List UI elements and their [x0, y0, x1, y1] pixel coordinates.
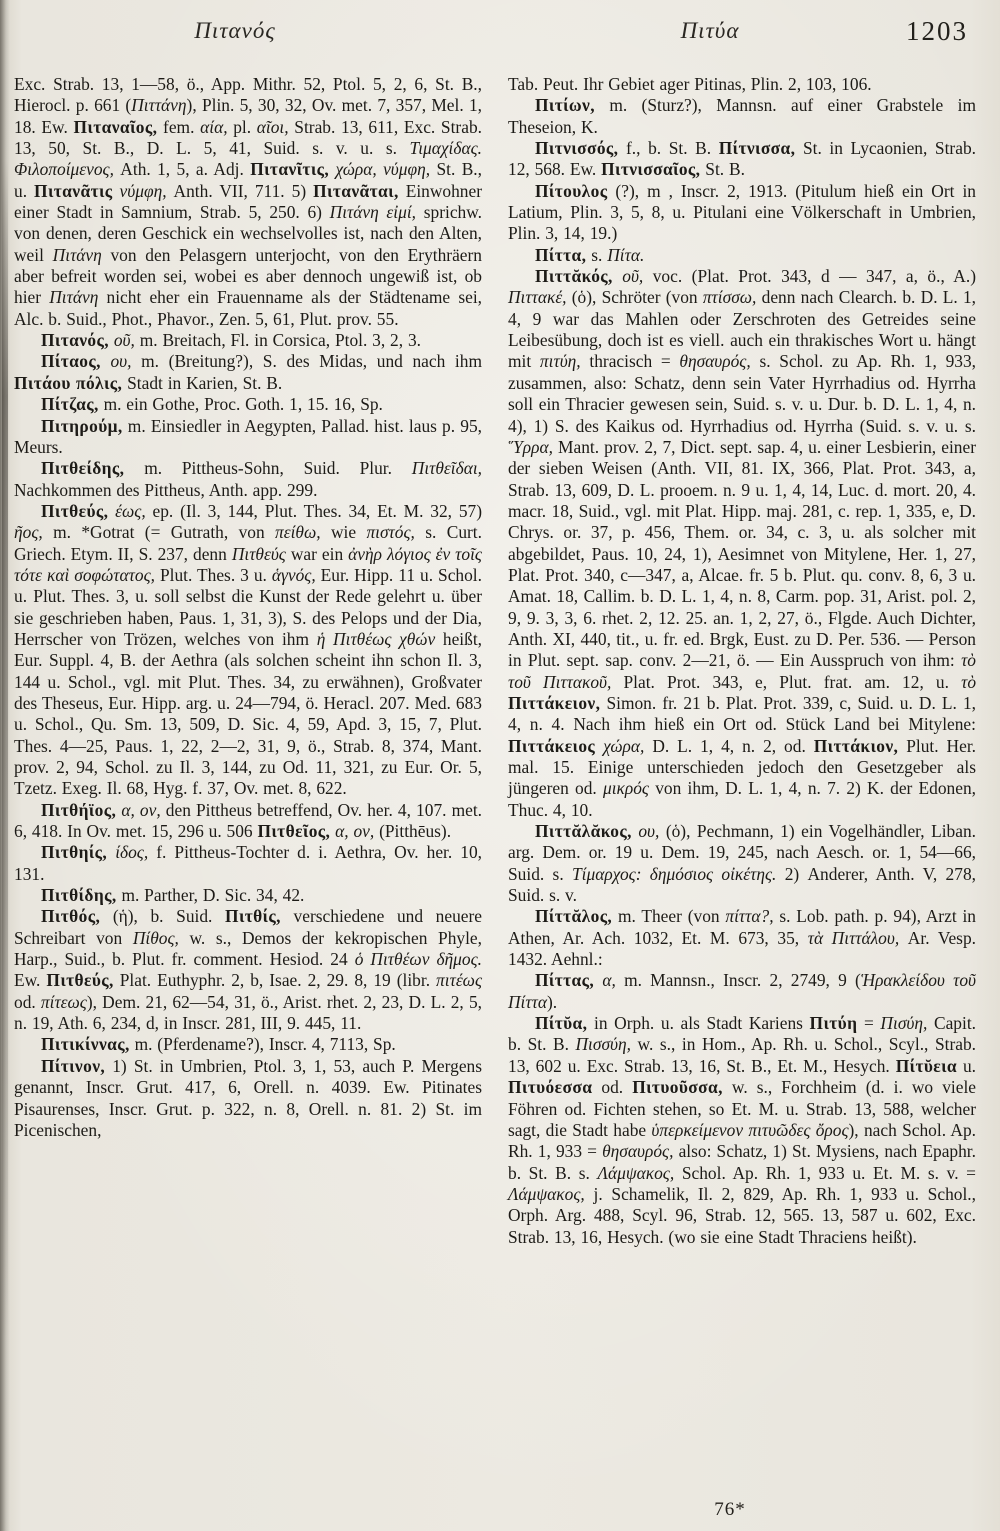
page-number: 1203 [906, 16, 968, 46]
entry-text: Ar. Vesp. 1432. Aehnl.: [508, 927, 976, 970]
greek-text: πίττα?, [725, 906, 774, 927]
entry-text: fem. [157, 116, 201, 137]
entry-text: (ὁ), Schröter (von [566, 287, 703, 308]
scan-edge-smudge [2, 160, 8, 1340]
greek-text: ῆος, [14, 522, 43, 543]
entry-text: f., b. St. B. [618, 138, 719, 159]
greek-text: πτίσσω, [702, 287, 757, 308]
entry-text: (ἡ), b. Suid. [100, 906, 226, 927]
greek-text: Ὕρρα, [508, 436, 553, 457]
headword: Πιττάκειον, [508, 692, 601, 713]
greek-text: πιτύη, [539, 351, 581, 372]
entry-text: u. [957, 1055, 977, 1076]
entry-text: Stadt in Karien, St. B. [122, 372, 283, 393]
headword: Πιτύη [809, 1013, 858, 1034]
entry-text: ep. (Il. 3, 144, Plut. Thes. 34, Et. M. 32, 57) [145, 500, 482, 521]
headword: Πίτινον, [41, 1055, 106, 1076]
running-title-right: Πιτύα [680, 18, 740, 43]
entry-text: ). [546, 991, 558, 1012]
entry-text: wie [320, 522, 367, 543]
headword: Πιτίων, [535, 95, 595, 116]
entry-text: in Orph. u. als Stadt Kariens [587, 1013, 810, 1034]
greek-text: μικρός [602, 778, 649, 799]
greek-text: Πισσύη, [575, 1034, 631, 1055]
entry-paragraph [508, 245, 976, 266]
entry-text: also: Schatz, 1) St. Mysiens, nach Epaphr. b. St. B. s. [508, 1141, 976, 1183]
greek-text: Τίμαρχος: δημόσιος οἰκέτης. [571, 863, 777, 884]
greek-text: ὑπερκείμενον πιτυῶδες ὄρος [651, 1119, 849, 1140]
entry-text: war ein [285, 543, 349, 564]
entry-continuation [508, 74, 976, 95]
greek-text: Λάμψακος, [508, 1183, 585, 1204]
entry-text: m. ein Gothe, Proc. Goth. 1, 15. 16, Sp. [98, 394, 383, 415]
greek-text: Ἡρακλείδου τοῦ Πίττα [508, 970, 976, 1012]
entry-text: 2) Anderer, Anth. V, 278, Suid. s. v. [508, 863, 976, 906]
entry-text: pl. [227, 116, 257, 137]
entry-text: m. Breitach, Fl. in Corsica, Ptol. 3, 2, 3. [134, 330, 421, 351]
running-title-left: Πιτανός [194, 18, 276, 43]
entry-text: = [857, 1013, 881, 1034]
greek-text: χώρα, νύμφη, [329, 159, 431, 180]
greek-text: Πιτθεῖδαι, [411, 458, 482, 479]
greek-text: Πίτα. [607, 244, 645, 265]
entry-paragraph [14, 458, 482, 501]
headword: Πιτθίδης, [41, 885, 117, 906]
entry-continuation [14, 74, 482, 330]
headword: Πιτθήϊος, [41, 799, 117, 820]
entry-text: (?), m , Inscr. 2, 1913. (Pitulum hieß ein Ort in Latium, Plin. 3, 5, 8, u. Pitulani eine Völkerschaft in Umbrien, Plin. 3, 14, 19.) [508, 180, 976, 244]
entry-text: (ὁ), Pechmann, 1) ein Vogelhändler, Liban. arg. Dem. or. 19 u. Dem. 19, 245, nach Aesch. or. 1, 54—66, Suid. s. [508, 821, 976, 884]
entry-text: w. s., Demos der kekropischen Phyle, Harp., Suid., b. Plut. fr. comment. Hesiod. 24 [14, 927, 483, 970]
headword: Πίττα, [535, 244, 587, 265]
headword: Πιτάου πόλις, [14, 372, 123, 393]
entry-text: s. Schol. zu Ap. Rh. 1, 933, zusammen, also: Schatz, denn sein Vater Hyrrhadius od. Hyrrha soll ein Thracier gewesen sein, Suid. s. v. u. Dur. b. D. L. 1, 4, n. 4), 1) S. des Kaikus od. Hyrrhadius od. Hyrrha (Suid. s. v. u. s. [508, 351, 977, 436]
headword: Πιτηρούμ, [41, 415, 123, 436]
entry-text: verschiedene und neuere Schreibart von [14, 906, 482, 948]
headword: Πιτικίννας, [41, 1034, 130, 1055]
entry-paragraph [14, 351, 482, 394]
greek-text: ίδος, [107, 842, 149, 863]
entry-text: f. Pittheus-Tochter d. i. Aethra, Ov. her. 10, 131. [14, 842, 482, 884]
headword: Πιτνισσαῖος, [601, 159, 701, 180]
greek-text: ου, [631, 821, 660, 842]
entry-text: Einwohner einer Stadt in Samnium, Strab. 5, 250. 6) [14, 180, 483, 223]
entry-text: w. s., in Hom., Ap. Rh. u. Schol., Scyl., Strab. 13, 602 u. Exc. Strab. 13, 16, St. B., Et. M., Hesych. [508, 1034, 976, 1076]
entry-paragraph [508, 95, 976, 138]
headword: Πιτανᾶτις [34, 180, 113, 201]
entry-text: m. Mannsn., Inscr. 2, 2749, 9 ( [615, 970, 861, 991]
entry-text: Capit. b. St. B. [508, 1013, 976, 1055]
greek-text: Πιτάνη [49, 287, 99, 308]
headword: Πίττᾰλος, [535, 906, 613, 927]
greek-text: χώρα, [595, 735, 645, 756]
entry-text: Plut. Her. mal. 15. Einige unterschieden jedoch den Gesetzgeber als jüngeren od. [508, 735, 977, 799]
entry-text: St. in Lycaonien, Strab. 12, 568. Ew. [508, 138, 976, 180]
headword: Πίτουλος [535, 180, 608, 201]
headword: Πιτανός, [41, 330, 109, 351]
entry-paragraph [14, 501, 482, 800]
greek-text: Τιμαχίδας. Φιλοποίμενος, [14, 138, 482, 180]
greek-text: Πισύη, [880, 1013, 928, 1034]
greek-text: έως, [108, 500, 146, 521]
greek-text: τὸ τοῦ Πιττακοῦ, [508, 650, 976, 692]
entry-paragraph [14, 800, 482, 843]
entry-text: St. B. [700, 159, 745, 180]
entry-text: Simon. fr. 21 b. Plat. Prot. 339, c, Suid. u. D. L. 1, 4, n. 4. Nach ihm hieß ein Ort od. Stück Land bei Mitylene: [508, 692, 976, 735]
entry-text: Strab. 13, 611, Exc. Strab. 13, 50, St. B., D. L. 5, 41, Suid. s. v. u. s. [14, 116, 482, 159]
entry-text: Exc. Strab. 13, 1—58, ö., App. Mithr. 52, Ptol. 5, 2, 6, St. B., Hierocl. p. 661 ( [14, 74, 482, 116]
headword: Πιτθείδης, [41, 458, 125, 479]
signature-mark: 76* [714, 1499, 746, 1520]
entry-text: Mant. prov. 2, 7, Dict. sept. sap. 4, u. einer Lesbierin, einer der sieben Weisen (Anth. VII, 81. IX, 366, Plat. Prot. 343, a, Strab. 13, 609, D. L. prooem. n. 9 u. 1, 4, 14, Luc. d. mort. 20, 4. macr. 18, Suid., vgl. mit Plat. Hipp. maj. 281, c. rep. 1, 335, e, D. Chrys. or. 37, p. 456, Them. or. 34, c. 3, u. als solcher mit abgebildet, Paus. 10, 24, 1), Aesimnet von Mitylene, Her. 1, 27, Plat. Prot. 340, c—347, a, Alcae. fr. 5 b. Plut. qu. conv. 8, 6, 3 u. Amat. 18, Callim. b. D. L. 1, 4, n. 8, Carm. pop. 31, Arist. pol. 2, 9, 9. 3, 3, 6. rhet. 2, 12. 25. an. 1, 2, 27, ö., Flgde. Auch Dichter, Anth. XI, 440, tit., u. fr. ed. Brgk, Eust. zu D. Per. 536. — Person in Plut. sept. sap. conv. 2—21, ö. — Ein Ausspruch von ihm: [508, 436, 976, 671]
headword: Πίταος, [41, 351, 101, 372]
entry-text: thracisch = [580, 351, 680, 372]
page-header [0, 18, 1000, 58]
headword: Πίτῠα, [535, 1013, 588, 1034]
entry-paragraph [508, 1013, 976, 1248]
entry-paragraph [14, 1034, 482, 1055]
entry-text: Plat. Euthyphr. 2, b, Isae. 2, 29. 8, 19 (libr. [113, 970, 437, 991]
entry-text: Ath. 1, 5, a. Adj. [113, 159, 251, 180]
entry-text: voc. (Plat. Prot. 343, d — 347, a, ö., A.) [643, 266, 976, 287]
greek-text: Πιτθεύς [231, 543, 286, 564]
headword: Πίττας, [535, 970, 595, 991]
greek-text: αία, [200, 116, 228, 137]
headword: Πιτυοῦσσα, [632, 1077, 723, 1098]
entry-text: Anth. VII, 711. 5) [166, 180, 314, 201]
page-footer [640, 1499, 820, 1521]
entry-text: m. *Gotrat (= Gutrath, von [42, 522, 276, 543]
greek-text: αῖοι, [256, 116, 289, 137]
headword: Πιτθηίς, [41, 842, 108, 863]
headword: Πιττᾰκός, [535, 266, 613, 287]
entry-text: ), nach Schol. Ap. Rh. 1, 933 = [508, 1119, 976, 1162]
entry-text: m. Theer (von [612, 906, 726, 927]
greek-text: ἀνὴρ λόγιος ἐν τοῖς τότε καὶ σοφώτατος, [14, 543, 482, 585]
greek-text: πίτεως [40, 991, 87, 1012]
entry-paragraph [14, 394, 482, 415]
entry-text: s. [586, 244, 608, 265]
entry-text: w. s., Forchheim (d. i. wo viele Föhren od. Fichten stehen, so Et. M. u. Strab. 13, 588, welcher sagt, die Stadt habe [508, 1077, 976, 1140]
greek-text: ἡ Πιτθέως χθών [316, 628, 436, 649]
entry-text: sprichw. von denen, deren Geschick ein wechselvolles ist, nach den Alten, weil [14, 202, 483, 265]
entry-paragraph [14, 330, 482, 351]
headword: Πιταναῖος, [73, 116, 158, 137]
entry-text: denn nach Clearch. b. D. L. 1, 4, 9 war das Mahlen oder Zerschroten des Getreides seine Leibesübung, doch ist es viell. auch ein thrakisches Wort u. hängt mit [508, 287, 977, 372]
text-columns [14, 74, 976, 1248]
entry-text: von den Pelasgern unterjocht, von den Erythräern aber befreit worden sei, wobei es aber dennoch ungewiß ist, ob hier [14, 244, 483, 308]
headword: Πίτῠεια [895, 1055, 958, 1076]
entry-text: j. Schamelik, Il. 2, 829, Ap. Rh. 1, 933 u. Schol., Orph. Arg. 488, Scyl. 96, Strab. 12, 565. 13, 587 u. 602, Exc. Strab. 13, 16, Hesych. (wo sie eine Stadt Thraciens heißt). [508, 1183, 976, 1247]
entry-text: ), Plin. 5, 30, 32, Ov. met. 7, 357, Mel. 1, 18. Ew. [14, 95, 482, 137]
entry-text: ), Dem. 21, 62—54, 31, ö., Arist. rhet. 2, 23, D. L. 2, 5, n. 19, Ath. 6, 234, d, in Inscr. 281, III, 9. 445, 11. [14, 991, 482, 1034]
headword: Πιττᾰλᾰκος, [535, 821, 632, 842]
entry-text: nicht eher ein Frauenname als der Städtename sei, Alc. b. Suid., Phot., Phavor., Zen. 5, 61, Plut. prov. 55. [14, 287, 483, 329]
greek-text: α, [594, 970, 616, 991]
headword: Πιτανῖτις, [250, 159, 330, 180]
greek-text: α, ον, [330, 821, 375, 842]
entry-text: heißt, Eur. Suppl. 4, B. der Aethra (als solchen scheint ihn schon Il. 3, 144 u. Schol., vgl. mit Plut. Thes. 34, zu erwähnen), Großvater des Theseus, Eur. Hipp. arg. u. 24—794, ö. Heracl. 207. Med. 683 u. Schol., Qu. Sm. 13, 509, D. Sic. 4, 59, Apd. 3, 15, 7, Plut. Thes. 4—25, Paus. 1, 22, 2—2, 31, 9, ö., Strab. 8, 374, Mant. prov. 2, 94, Schol. zu Il. 3, 144, zu Od. 11, 321, zu Eur. Or. 5, Tzetz. Exeg. Il. 68, Hyg. f. 37, Ov. met. 8, 622. [14, 628, 483, 799]
greek-text: α, ον, [116, 799, 161, 820]
headword: Πιτθεῖος, [257, 821, 331, 842]
entry-paragraph [14, 885, 482, 906]
entry-text: Plat. Prot. 343, e, Plut. frat. am. 12, u. [611, 671, 962, 692]
entry-text: od. [14, 991, 41, 1012]
headword: Πιτθεύς, [46, 970, 114, 991]
headword: Πίτνισσα, [718, 138, 796, 159]
entry-text: Nachkommen des Pittheus, Anth. app. 299. [14, 479, 318, 500]
headword: Πιτανᾶται, [313, 180, 399, 201]
entry-text: St. B., u. [14, 159, 483, 201]
greek-text: θησαυρός, [602, 1141, 674, 1162]
entry-paragraph [508, 906, 976, 970]
headword: Πιττάκειος [508, 735, 596, 756]
entry-text: m. Einsiedler in Aegypten, Pallad. hist. laus p. 95, Meurs. [14, 415, 482, 457]
headword: Πιττάκιον, [813, 735, 899, 756]
entry-text: (Pitthēus). [374, 821, 452, 842]
entry-paragraph [508, 138, 976, 181]
greek-text: Πιτάνη [52, 244, 102, 265]
entry-text: m. (Breitung?), S. des Midas, und nach ihm [131, 351, 482, 372]
headword: Πιτυόεσσα [508, 1077, 593, 1098]
greek-text: οῦ, [109, 330, 135, 351]
entry-paragraph [508, 181, 976, 245]
entry-text: m. Pittheus-Sohn, Suid. Plur. [124, 458, 412, 479]
headword: Πιτνισσός, [535, 138, 619, 159]
greek-text: ἁγνός, [271, 564, 316, 585]
entry-text: Ew. [14, 970, 47, 991]
greek-text: τὰ Πιττάλου, [807, 927, 900, 948]
entry-text: Eur. Hipp. 11 u. Schol. u. Plut. Thes. 3, u. soll selbst die Kunst der Rede gelehrt u. über sie geschrieben haben, Paus. 1, 31, 3), S. des Pelops und der Dia, Herrscher von Trözen, welches von ihm [14, 564, 482, 649]
greek-text: πιστός, [366, 522, 415, 543]
left-column [14, 74, 482, 1248]
entry-text: von ihm, D. L. 1, 4, n. 7. 2) K. der Edonen, Thuc. 4, 10. [508, 778, 976, 820]
entry-text: s. Lob. path. p. 94), Arzt in Athen, Ar. Ach. 1032, Et. M. 673, 35, [508, 906, 976, 948]
entry-text: m. (Sturz?), Mannsn. auf einer Grabstele im Theseion, K. [508, 95, 976, 137]
entry-paragraph [14, 416, 482, 459]
right-column [508, 74, 976, 1248]
entry-text: D. L. 1, 4, n. 2, od. [644, 735, 814, 756]
entry-text: m. (Pferdename?), Inscr. 4, 7113, Sp. [129, 1034, 396, 1055]
entry-text: od. [592, 1077, 633, 1098]
greek-text: πείθω, [275, 522, 321, 543]
greek-text: θησαυρός, [679, 351, 751, 372]
entry-text: Schol. Ap. Rh. 1, 933 u. Et. M. s. v. = [674, 1162, 976, 1183]
entry-text: m. Parther, D. Sic. 34, 42. [116, 885, 305, 906]
entry-text: 1) St. in Umbrien, Ptol. 3, 1, 53, auch P. Mergens genannt, Inscr. Grut. 417, 6, Orell. n. 4039. Ew. Pitinates Pisaurenses, Inscr. Grut. p. 322, n. 8, Orell. n. 81. 2) St. im Picenischen, [14, 1055, 482, 1140]
entry-text: Plut. Thes. 3 u. [154, 564, 272, 585]
greek-text: νύμφη, [112, 180, 167, 201]
greek-text: ου, [100, 351, 132, 372]
greek-text: Λάμψακος, [597, 1162, 675, 1183]
headword: Πίτζας, [41, 394, 99, 415]
greek-text: Πιττάνη [131, 95, 187, 116]
greek-text: Πίθος, [132, 927, 179, 948]
headword: Πιτθός, [41, 906, 101, 927]
greek-text: τὸ [961, 671, 977, 692]
entry-paragraph [508, 970, 976, 1013]
entry-paragraph [14, 906, 482, 1034]
greek-text: πιτέως [436, 970, 483, 991]
entry-paragraph [14, 1056, 482, 1141]
entry-text: Tab. Peut. Ihr Gebiet ager Pitinas, Plin. 2, 103, 106. [508, 74, 872, 94]
entry-paragraph [14, 842, 482, 885]
greek-text: ὁ Πιτθέων δῆμος. [354, 949, 482, 970]
headword: Πιτθίς, [225, 906, 281, 927]
greek-text: Πιττακέ, [508, 287, 567, 308]
greek-text: Πιτάνη εἰμί, [329, 202, 417, 223]
entry-text: s. Curt. Griech. Etym. II, S. 237, denn [14, 522, 482, 564]
entry-paragraph [508, 266, 976, 821]
headword: Πιτθεύς, [41, 500, 109, 521]
entry-paragraph [508, 821, 976, 906]
greek-text: οῦ, [612, 266, 644, 287]
entry-text: den Pittheus betreffend, Ov. her. 4, 107. met. 6, 418. In Ov. met. 15, 296 u. 506 [14, 799, 482, 842]
